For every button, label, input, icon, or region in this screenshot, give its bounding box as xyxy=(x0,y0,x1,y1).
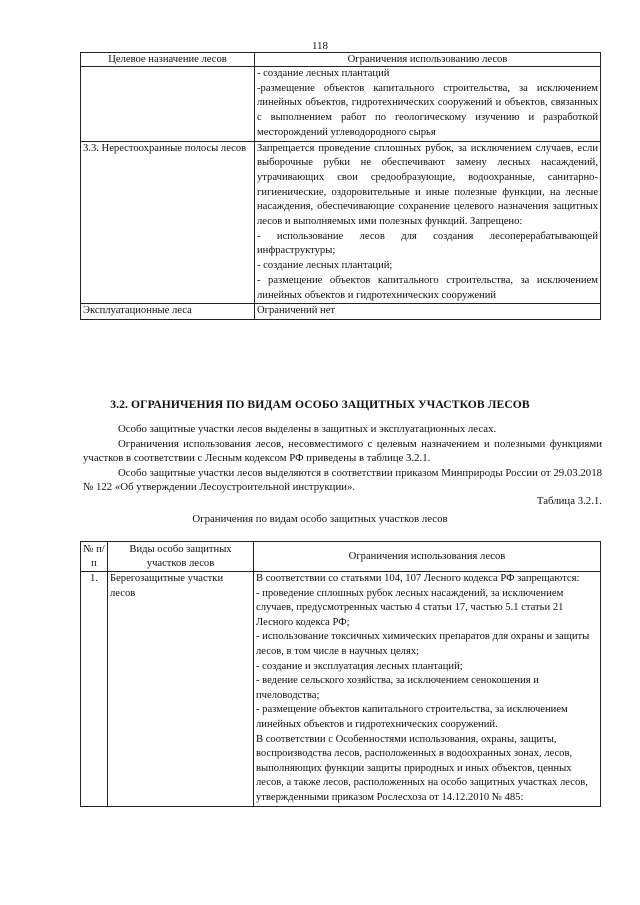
paragraph-3: Особо защитные участки лесов выделяются в соответствии приказом Минприроды России от 29.03.2018 № 122 «Об утверждении Лесоустроительной инструкции». xyxy=(83,467,602,494)
purpose-cell: Эксплуатационные леса xyxy=(81,304,255,320)
protective-areas-restrictions-table xyxy=(80,541,601,807)
column-header-kind: Виды особо защитных участков лесов xyxy=(108,542,254,572)
restriction-line: Запрещается проведение сплошных рубок, за исключением случаев, если выборочные рубки не обеспечивают замену лесных насаждений, утрачивающих свои средообразующие, водоохранные, санитарно-гигиенические, оздоровительные и иные полезные функции, на лесные насаждения, обеспечивающие сохранение целевого назначения защитных лесов и выполняемых ими полезных функций. Запрещено: xyxy=(257,142,598,228)
table-label: Таблица 3.2.1. xyxy=(536,495,602,507)
page-number: 118 xyxy=(311,40,329,52)
section-title: 3.2. ОГРАНИЧЕНИЯ ПО ВИДАМ ОСОБО ЗАЩИТНЫХ УЧАСТКОВ ЛЕСОВ xyxy=(110,398,530,411)
restriction-line: - размещение объектов капитального строительства, за исключением линейных объектов и гидротехнических сооружений. xyxy=(256,704,568,730)
table-header-row xyxy=(81,53,601,67)
restriction-line: - создание лесных плантаций xyxy=(257,68,390,79)
restrictions-cell xyxy=(254,572,601,807)
restrictions-cell xyxy=(255,67,601,142)
paragraph-1: Особо защитные участки лесов выделены в защитных и эксплуатационных лесах. xyxy=(118,423,497,435)
restriction-line: - использование лесов для создания лесоперерабатывающей инфраструктуры; xyxy=(257,230,598,257)
restriction-line: - ведение сельского хозяйства, за исключением сенокошения и пчеловодства; xyxy=(256,675,539,701)
restrictions-cell: Ограничений нет xyxy=(255,304,601,320)
table-row xyxy=(81,141,601,304)
restrictions-cell xyxy=(255,141,601,304)
restriction-line: -размещение объектов капитального строительства, за исключением линейных объектов, гидротехнических сооружений и объектов, связанных с выполнением работ по геологическому изучению и разработкой месторождений углеводородного сырья xyxy=(257,82,598,138)
row-number: 1. xyxy=(81,572,108,807)
table-header-row xyxy=(81,542,601,572)
restriction-line: - создание лесных плантаций; xyxy=(257,260,393,272)
restriction-line: В соответствии со статьями 104, 107 Лесного кодекса РФ запрещаются: xyxy=(256,573,580,584)
table-caption: Ограничения по видам особо защитных участков лесов xyxy=(192,513,448,525)
restriction-line: В соответствии с Особенностями использования, охраны, защиты, воспроизводства лесов, расположенных в водоохранных зонах, лесов, выполняющих функции защиты природных и иных объектов, ценных лесов, а также лесов, расположенных на особо защитных участках лесов, утвержденными приказом Рослесхоза от 14.12.2010 № 485: xyxy=(256,733,588,803)
kind-cell: Берегозащитные участки лесов xyxy=(108,572,254,807)
purpose-cell: 3.3. Нерестоохранные полосы лесов xyxy=(81,141,255,304)
restriction-line: - создание и эксплуатация лесных плантаций; xyxy=(256,660,463,672)
column-header-restrictions: Ограничения использованию лесов xyxy=(255,53,601,67)
restriction-line: - размещение объектов капитального строительства, за исключением линейных объектов и гидротехнических сооружений xyxy=(257,274,598,301)
paragraph-2: Ограничения использования лесов, несовместимого с целевым назначением и полезными функциями участков в соответствии с Лесным кодексом РФ приведены в таблице 3.2.1. xyxy=(83,438,602,465)
column-header-purpose: Целевое назначение лесов xyxy=(81,53,255,67)
column-header-restrictions: Ограничения использования лесов xyxy=(254,542,601,572)
table-row xyxy=(81,304,601,320)
purpose-cell xyxy=(81,67,255,142)
restriction-line: - использование токсичных химических препаратов для охраны и защиты лесов, в том числе в научных целях; xyxy=(256,631,590,657)
table-row xyxy=(81,67,601,142)
column-header-number: № п/п xyxy=(81,542,108,572)
forest-purpose-restrictions-table xyxy=(80,52,601,320)
table-row xyxy=(81,572,601,807)
restriction-line: - проведение сплошных рубок лесных насаждений, за исключением случаев, предусмотренных частью 4 статьи 17, частью 5.1 статьи 21 Лесного кодекса РФ; xyxy=(256,587,564,628)
